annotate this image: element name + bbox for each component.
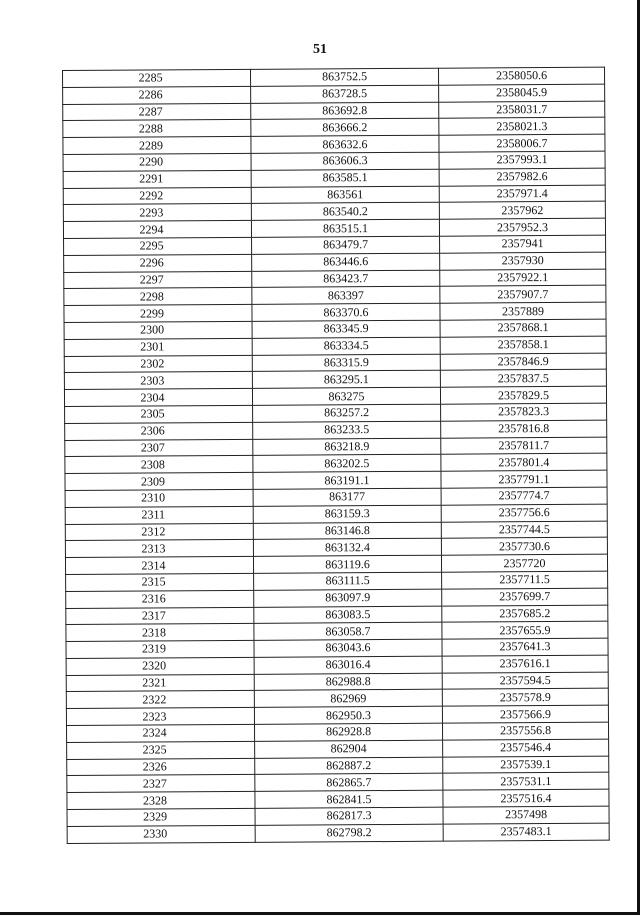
x-coordinate-cell-text: 863043.6 xyxy=(325,640,371,655)
y-coordinate-cell xyxy=(439,185,605,203)
x-coordinate-cell-text: 862904 xyxy=(330,741,367,756)
x-coordinate-cell xyxy=(253,488,441,506)
x-coordinate-cell xyxy=(253,455,441,473)
point-number-cell-text: 2309 xyxy=(140,473,166,489)
point-number-cell-text: 2310 xyxy=(141,490,166,505)
point-number-cell xyxy=(65,422,253,440)
y-coordinate-cell xyxy=(439,134,605,152)
y-coordinate-cell xyxy=(442,605,608,623)
point-number-cell xyxy=(63,103,251,121)
y-coordinate-cell-text: 2357756.6 xyxy=(498,505,550,520)
x-coordinate-cell-text: 862969 xyxy=(330,691,367,706)
point-number-cell-text: 2327 xyxy=(142,776,167,791)
point-number-cell-text: 2311 xyxy=(141,507,166,522)
point-number-cell-text: 2299 xyxy=(139,305,165,321)
y-coordinate-cell xyxy=(438,67,604,85)
x-coordinate-cell-text: 863119.6 xyxy=(325,556,370,571)
y-coordinate-cell xyxy=(440,252,606,270)
y-coordinate-cell-text: 2357962 xyxy=(501,202,544,218)
y-coordinate-cell-text: 2357868.1 xyxy=(497,320,549,335)
x-coordinate-cell-text: 863202.5 xyxy=(324,455,370,471)
point-number-cell xyxy=(64,254,252,272)
y-coordinate-cell xyxy=(440,336,606,354)
point-number-cell-text: 2315 xyxy=(141,574,166,589)
page-number: 51 xyxy=(313,42,327,57)
x-coordinate-cell xyxy=(253,404,441,422)
y-coordinate-cell xyxy=(443,739,609,757)
point-number-cell xyxy=(65,472,253,490)
y-coordinate-cell xyxy=(442,722,608,740)
y-coordinate-cell-text: 2357823.3 xyxy=(498,404,550,419)
point-number-cell-text: 2320 xyxy=(142,658,167,673)
point-number-cell-text: 2329 xyxy=(143,809,168,824)
x-coordinate-cell-text: 863540.2 xyxy=(322,203,368,219)
x-coordinate-cell-text: 863752.5 xyxy=(322,69,368,84)
y-coordinate-cell-text: 2357801.4 xyxy=(498,454,550,470)
x-coordinate-cell-text: 863561 xyxy=(327,187,364,202)
x-coordinate-cell xyxy=(253,505,441,523)
point-number-cell-text: 2318 xyxy=(141,625,166,640)
x-coordinate-cell-text: 862988.8 xyxy=(325,674,371,689)
x-coordinate-cell-text: 863083.5 xyxy=(325,607,371,622)
x-coordinate-cell xyxy=(253,471,441,489)
x-coordinate-cell xyxy=(251,203,439,221)
x-coordinate-cell-text: 863016.4 xyxy=(325,657,371,672)
coordinates-table-body xyxy=(63,67,610,843)
x-coordinate-cell xyxy=(253,539,441,557)
point-number-cell xyxy=(63,204,251,222)
x-coordinate-cell-text: 863334.5 xyxy=(323,338,369,353)
x-coordinate-cell-text: 863111.5 xyxy=(325,573,370,588)
y-coordinate-cell-text: 2357539.1 xyxy=(500,757,552,772)
point-number-cell-text: 2288 xyxy=(138,121,163,136)
point-number-cell xyxy=(63,221,251,239)
point-number-cell-text: 2298 xyxy=(139,289,164,304)
y-coordinate-cell-text: 2358031.7 xyxy=(496,102,548,117)
x-coordinate-cell xyxy=(253,438,441,456)
y-coordinate-cell-text: 2357711.5 xyxy=(499,572,550,587)
point-number-cell-text: 2293 xyxy=(139,205,164,220)
x-coordinate-cell xyxy=(254,622,442,640)
point-number-cell-text: 2325 xyxy=(142,742,167,757)
x-coordinate-cell-text: 863606.3 xyxy=(322,153,368,168)
x-coordinate-cell xyxy=(254,572,442,590)
y-coordinate-cell-text: 2357811.7 xyxy=(498,437,550,453)
y-coordinate-cell xyxy=(439,101,605,119)
point-number-cell xyxy=(66,708,254,726)
x-coordinate-cell-text: 862887.2 xyxy=(326,758,372,773)
x-coordinate-cell xyxy=(254,690,442,708)
y-coordinate-cell xyxy=(440,302,606,320)
x-coordinate-cell-text: 863345.9 xyxy=(323,321,369,336)
y-coordinate-cell-text: 2357889 xyxy=(501,303,545,318)
x-coordinate-cell xyxy=(252,337,440,355)
point-number-cell-text: 2292 xyxy=(139,188,164,203)
point-number-cell-text: 2294 xyxy=(139,221,164,237)
x-coordinate-cell-text: 863233.5 xyxy=(324,422,370,437)
x-coordinate-cell xyxy=(255,757,443,775)
point-number-cell-text: 2302 xyxy=(140,356,165,371)
x-coordinate-cell xyxy=(252,371,440,389)
x-coordinate-cell-text: 862841.5 xyxy=(326,791,372,807)
point-number-cell xyxy=(66,624,254,642)
y-coordinate-cell-text: 2357483.1 xyxy=(500,824,552,839)
y-coordinate-cell xyxy=(441,537,607,555)
y-coordinate-cell xyxy=(442,672,608,690)
x-coordinate-cell-text: 863257.2 xyxy=(324,405,370,420)
y-coordinate-cell xyxy=(443,773,609,791)
x-coordinate-cell-text: 863218.9 xyxy=(324,439,370,454)
point-number-cell xyxy=(66,691,254,709)
point-number-cell xyxy=(65,540,253,558)
point-number-cell xyxy=(63,120,251,138)
y-coordinate-cell xyxy=(439,218,605,236)
y-coordinate-cell-text: 2357774.7 xyxy=(498,488,550,503)
x-coordinate-cell xyxy=(253,522,441,540)
point-number-cell xyxy=(67,775,255,793)
point-number-cell xyxy=(64,372,252,390)
x-coordinate-cell-text: 863295.1 xyxy=(323,371,369,387)
coordinates-table-container xyxy=(62,67,609,844)
y-coordinate-cell xyxy=(440,353,606,371)
point-number-cell xyxy=(67,825,255,843)
y-coordinate-cell-text: 2357982.6 xyxy=(496,169,548,184)
x-coordinate-cell-text: 863515.1 xyxy=(322,220,369,235)
y-coordinate-cell-text: 2357641.3 xyxy=(499,639,551,654)
point-number-cell xyxy=(66,607,254,625)
y-coordinate-cell-text: 2358045.9 xyxy=(496,85,548,100)
point-number-cell xyxy=(63,137,251,155)
point-number-cell-text: 2307 xyxy=(140,440,165,455)
x-coordinate-cell-text: 863632.6 xyxy=(322,136,368,151)
x-coordinate-cell xyxy=(252,270,440,288)
y-coordinate-cell xyxy=(442,588,608,606)
point-number-cell-text: 2295 xyxy=(139,238,164,253)
point-number-cell xyxy=(64,338,252,356)
y-coordinate-cell-text: 2357720 xyxy=(503,555,546,570)
point-number-cell xyxy=(65,489,253,507)
y-coordinate-cell xyxy=(442,571,608,589)
x-coordinate-cell-text: 863397 xyxy=(327,287,364,303)
x-coordinate-cell xyxy=(254,606,442,624)
point-number-cell-text: 2290 xyxy=(139,154,164,169)
x-coordinate-cell xyxy=(252,320,440,338)
x-coordinate-cell xyxy=(252,387,440,405)
y-coordinate-cell-text: 2357594.5 xyxy=(499,673,551,688)
x-coordinate-cell-text: 863692.8 xyxy=(322,103,368,118)
x-coordinate-cell xyxy=(253,555,441,573)
x-coordinate-cell-text: 863585.1 xyxy=(322,170,368,185)
y-coordinate-cell-text: 2357922.1 xyxy=(497,269,549,285)
point-number-cell xyxy=(65,405,253,423)
point-number-cell xyxy=(64,355,252,373)
y-coordinate-cell-text: 2357578.9 xyxy=(499,689,551,705)
point-number-cell xyxy=(67,808,255,826)
point-number-cell xyxy=(65,439,253,457)
y-coordinate-cell-text: 2357941 xyxy=(501,236,544,251)
point-number-cell-text: 2301 xyxy=(140,339,165,354)
point-number-cell-text: 2289 xyxy=(138,137,164,153)
y-coordinate-cell xyxy=(441,454,607,472)
y-coordinate-cell xyxy=(442,705,608,723)
y-coordinate-cell-text: 2357498 xyxy=(505,807,548,822)
point-number-cell xyxy=(63,69,251,87)
point-number-cell-text: 2308 xyxy=(140,457,165,472)
x-coordinate-cell xyxy=(255,774,443,792)
point-number-cell xyxy=(67,758,255,776)
y-coordinate-cell xyxy=(441,487,607,505)
y-coordinate-cell-text: 2358006.7 xyxy=(496,135,548,150)
x-coordinate-cell-text: 863058.7 xyxy=(325,623,371,639)
y-coordinate-cell xyxy=(440,286,606,304)
x-coordinate-cell-text: 863666.2 xyxy=(322,119,368,135)
x-coordinate-cell xyxy=(254,589,442,607)
y-coordinate-cell-text: 2357685.2 xyxy=(499,605,551,621)
x-coordinate-cell xyxy=(254,656,442,674)
point-number-cell xyxy=(65,556,253,574)
point-number-cell-text: 2305 xyxy=(140,406,165,421)
point-number-cell xyxy=(63,153,251,171)
y-coordinate-cell xyxy=(440,319,606,337)
x-coordinate-cell-text: 863146.8 xyxy=(324,523,370,538)
x-coordinate-cell-text: 863177 xyxy=(329,489,366,504)
y-coordinate-cell-text: 2357566.9 xyxy=(499,706,551,722)
y-coordinate-cell-text: 2357546.4 xyxy=(500,740,552,755)
y-coordinate-cell xyxy=(441,403,607,421)
point-number-cell-text: 2330 xyxy=(143,826,168,841)
y-coordinate-cell xyxy=(442,655,608,673)
y-coordinate-cell-text: 2358021.3 xyxy=(496,118,548,134)
y-coordinate-cell xyxy=(439,202,605,220)
x-coordinate-cell xyxy=(252,303,440,321)
y-coordinate-cell xyxy=(443,823,609,841)
x-coordinate-cell xyxy=(252,253,440,271)
point-number-cell xyxy=(64,388,252,406)
y-coordinate-cell-text: 2357531.1 xyxy=(500,773,552,789)
x-coordinate-cell-text: 862798.2 xyxy=(326,825,372,840)
y-coordinate-cell xyxy=(443,806,609,824)
point-number-cell-text: 2316 xyxy=(141,591,166,606)
point-number-cell-text: 2317 xyxy=(141,608,166,623)
x-coordinate-cell-text: 863275 xyxy=(328,388,365,403)
x-coordinate-cell xyxy=(251,169,439,187)
y-coordinate-cell-text: 2357837.5 xyxy=(497,370,549,386)
table-row xyxy=(67,823,609,843)
x-coordinate-cell xyxy=(255,790,443,808)
x-coordinate-cell xyxy=(254,639,442,657)
point-number-cell xyxy=(64,288,252,306)
y-coordinate-cell-text: 2357791.1 xyxy=(498,471,550,486)
y-coordinate-cell-text: 2357730.6 xyxy=(498,538,550,554)
x-coordinate-cell-text: 862817.3 xyxy=(326,808,372,823)
x-coordinate-cell xyxy=(251,85,439,103)
point-number-cell xyxy=(66,590,254,608)
x-coordinate-cell xyxy=(252,236,440,254)
point-number-cell-text: 2296 xyxy=(139,255,164,270)
x-coordinate-cell-text: 863132.4 xyxy=(324,539,370,555)
y-coordinate-cell-text: 2357556.8 xyxy=(500,723,552,738)
y-coordinate-cell xyxy=(442,621,608,639)
x-coordinate-cell xyxy=(255,807,443,825)
y-coordinate-cell-text: 2357952.3 xyxy=(496,219,549,234)
x-coordinate-cell xyxy=(255,723,443,741)
x-coordinate-cell xyxy=(255,824,443,842)
y-coordinate-cell xyxy=(443,789,609,807)
x-coordinate-cell xyxy=(252,354,440,372)
point-number-cell-text: 2324 xyxy=(142,725,167,740)
point-number-cell-text: 2321 xyxy=(142,675,167,690)
y-coordinate-cell-text: 2357930 xyxy=(501,253,544,268)
x-coordinate-cell xyxy=(254,706,442,724)
y-coordinate-cell xyxy=(442,638,608,656)
point-number-cell-text: 2319 xyxy=(141,641,167,657)
x-coordinate-cell xyxy=(255,740,443,758)
x-coordinate-cell-text: 863370.6 xyxy=(323,304,369,319)
y-coordinate-cell xyxy=(441,420,607,438)
y-coordinate-cell xyxy=(441,554,607,572)
point-number-cell xyxy=(67,792,255,810)
point-number-cell xyxy=(64,305,252,323)
point-number-cell-text: 2326 xyxy=(142,759,167,774)
x-coordinate-cell-text: 863446.6 xyxy=(323,254,369,269)
y-coordinate-cell-text: 2357858.1 xyxy=(497,337,549,352)
y-coordinate-cell-text: 2357971.4 xyxy=(496,186,548,201)
y-coordinate-cell xyxy=(440,370,606,388)
point-number-cell xyxy=(66,640,254,658)
x-coordinate-cell xyxy=(251,119,439,137)
y-coordinate-cell xyxy=(440,235,606,253)
point-number-cell-text: 2285 xyxy=(138,70,163,85)
x-coordinate-cell xyxy=(254,673,442,691)
x-coordinate-cell-text: 863159.3 xyxy=(324,506,370,521)
point-number-cell xyxy=(63,187,251,205)
x-coordinate-cell xyxy=(251,102,439,120)
point-number-cell-text: 2286 xyxy=(138,87,163,102)
y-coordinate-cell-text: 2357846.9 xyxy=(497,353,549,369)
y-coordinate-cell xyxy=(443,756,609,774)
point-number-cell-text: 2312 xyxy=(141,524,166,539)
y-coordinate-cell xyxy=(441,504,607,522)
y-coordinate-cell xyxy=(439,84,605,102)
y-coordinate-cell-text: 2357744.5 xyxy=(498,521,550,537)
point-number-cell xyxy=(65,456,253,474)
x-coordinate-cell-text: 863728.5 xyxy=(322,86,368,101)
x-coordinate-cell-text: 862865.7 xyxy=(326,774,372,790)
point-number-cell xyxy=(65,523,253,541)
point-number-cell xyxy=(65,506,253,524)
y-coordinate-cell xyxy=(441,521,607,539)
point-number-cell xyxy=(66,674,254,692)
x-coordinate-cell xyxy=(251,152,439,170)
x-coordinate-cell-text: 862950.3 xyxy=(325,707,371,723)
point-number-cell-text: 2322 xyxy=(142,692,167,707)
x-coordinate-cell xyxy=(253,421,441,439)
y-coordinate-cell xyxy=(440,386,606,404)
point-number-cell-text: 2313 xyxy=(141,541,166,556)
y-coordinate-cell-text: 2357829.5 xyxy=(497,387,550,402)
y-coordinate-cell xyxy=(439,118,605,136)
y-coordinate-cell-text: 2357655.9 xyxy=(499,622,551,638)
x-coordinate-cell xyxy=(252,287,440,305)
y-coordinate-cell xyxy=(442,689,608,707)
y-coordinate-cell-text: 2357993.1 xyxy=(496,152,548,167)
point-number-cell-text: 2300 xyxy=(140,322,165,337)
x-coordinate-cell xyxy=(251,186,439,204)
point-number-cell xyxy=(66,573,254,591)
y-coordinate-cell-text: 2357516.4 xyxy=(500,790,552,805)
y-coordinate-cell-text: 2358050.6 xyxy=(496,68,548,83)
point-number-cell-text: 2323 xyxy=(142,709,167,724)
point-number-cell-text: 2297 xyxy=(139,272,164,287)
y-coordinate-cell-text: 2357616.1 xyxy=(499,656,551,671)
point-number-cell xyxy=(67,724,255,742)
x-coordinate-cell-text: 862928.8 xyxy=(326,724,372,739)
point-number-cell-text: 2303 xyxy=(140,373,165,388)
y-coordinate-cell xyxy=(441,437,607,455)
y-coordinate-cell xyxy=(440,269,606,287)
point-number-cell-text: 2291 xyxy=(139,171,164,186)
point-number-cell-text: 2304 xyxy=(140,389,165,405)
point-number-cell-text: 2306 xyxy=(140,423,165,438)
coordinates-table xyxy=(62,67,610,844)
y-coordinate-cell-text: 2357816.8 xyxy=(498,421,550,436)
y-coordinate-cell-text: 2357907.7 xyxy=(497,286,549,302)
x-coordinate-cell-text: 863315.9 xyxy=(323,355,369,370)
point-number-cell xyxy=(67,741,255,759)
y-coordinate-cell xyxy=(441,470,607,488)
point-number-cell xyxy=(63,170,251,188)
x-coordinate-cell xyxy=(251,135,439,153)
x-coordinate-cell-text: 863191.1 xyxy=(324,472,370,487)
y-coordinate-cell-text: 2357699.7 xyxy=(499,589,551,604)
x-coordinate-cell-text: 863423.7 xyxy=(323,271,369,286)
point-number-cell-text: 2287 xyxy=(138,104,163,119)
point-number-cell xyxy=(64,271,252,289)
x-coordinate-cell-text: 863097.9 xyxy=(325,590,371,605)
x-coordinate-cell xyxy=(251,219,439,237)
y-coordinate-cell xyxy=(439,151,605,169)
y-coordinate-cell xyxy=(439,168,605,186)
point-number-cell xyxy=(63,86,251,104)
point-number-cell xyxy=(64,237,252,255)
point-number-cell-text: 2314 xyxy=(141,557,166,573)
point-number-cell xyxy=(64,321,252,339)
x-coordinate-cell xyxy=(250,68,438,86)
point-number-cell xyxy=(66,657,254,675)
x-coordinate-cell-text: 863479.7 xyxy=(323,237,369,252)
point-number-cell-text: 2328 xyxy=(142,793,168,808)
